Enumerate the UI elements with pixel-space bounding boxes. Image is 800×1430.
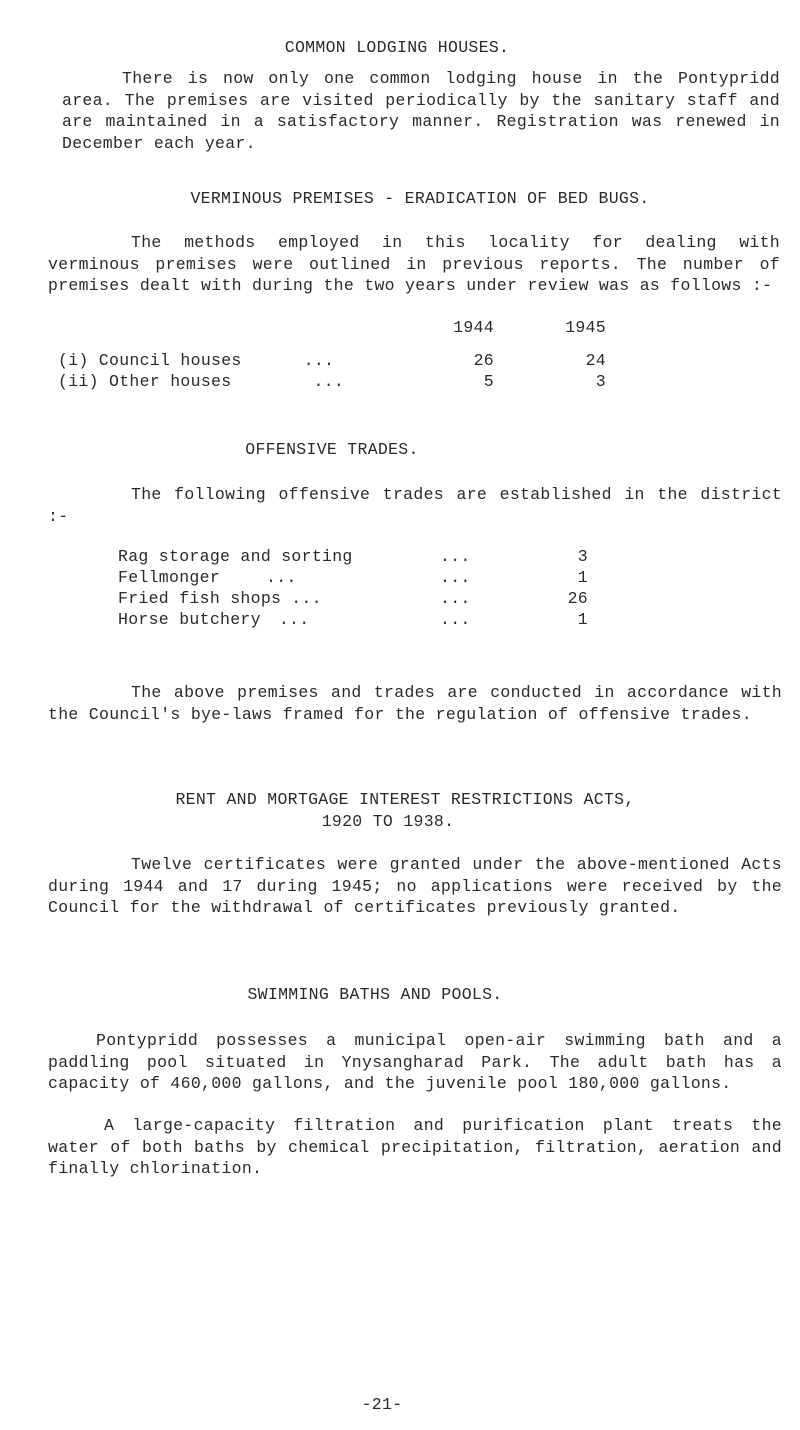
swimming-heading: SWIMMING BATHS AND POOLS. bbox=[247, 985, 503, 1004]
trade-label: Rag storage and sorting bbox=[118, 547, 353, 566]
offensive-trades-table bbox=[118, 546, 588, 630]
page-number: -21- bbox=[361, 1395, 403, 1414]
table-row bbox=[58, 350, 606, 371]
rent-heading-line2: 1920 TO 1938. bbox=[321, 812, 455, 831]
row-value-1945: 3 bbox=[595, 372, 606, 391]
rent-paragraph bbox=[48, 854, 782, 919]
swimming-paragraph-2 bbox=[48, 1115, 782, 1180]
swimming-paragraph-1 bbox=[48, 1030, 782, 1095]
common-lodging-text: There is now only one common lodging house in the Pontypridd area. The premises are visited periodically by the sanitary staff and are maintained in a satisfactory manner. Registration was renewed in December each year. bbox=[62, 69, 780, 153]
row-value-1945: 24 bbox=[585, 351, 606, 370]
table-row bbox=[58, 371, 606, 392]
offensive-heading: OFFENSIVE TRADES. bbox=[245, 440, 419, 459]
trade-dots: ... bbox=[440, 547, 471, 566]
trade-dots: ... bbox=[440, 610, 471, 629]
verminous-heading: VERMINOUS PREMISES - ERADICATION OF BED BUGS. bbox=[190, 189, 650, 208]
common-lodging-paragraph bbox=[62, 68, 780, 154]
trade-label: Fellmonger ... bbox=[118, 568, 297, 587]
offensive-closing-paragraph bbox=[48, 682, 782, 725]
verminous-table-header bbox=[58, 317, 606, 338]
trade-count: 1 bbox=[577, 610, 588, 629]
offensive-intro-paragraph bbox=[48, 484, 782, 527]
verminous-paragraph bbox=[48, 232, 780, 297]
rent-text: Twelve certificates were granted under the above-mentioned Acts during 1944 and 17 during 1945; no applications were received by the Council for the withdrawal of certificates previously granted. bbox=[48, 855, 782, 917]
swimming-text-1: Pontypridd possesses a municipal open-air swimming bath and a paddling pool situated in Ynysangharad Park. The adult bath has a capacity of 460,000 gallons, and the juvenile pool 180,000 gallons. bbox=[48, 1031, 782, 1093]
trade-count: 1 bbox=[577, 568, 588, 587]
trade-count: 26 bbox=[567, 589, 588, 608]
trade-label: Fried fish shops ... bbox=[118, 589, 322, 608]
row-dots: ... bbox=[313, 372, 345, 391]
verminous-table bbox=[58, 317, 606, 392]
swimming-text-2: A large-capacity filtration and purification plant treats the water of both baths by chemical precipitation, filtration, aeration and finally chlorination. bbox=[48, 1116, 782, 1178]
rent-heading-line1: RENT AND MORTGAGE INTEREST RESTRICTIONS ACTS, bbox=[175, 790, 635, 809]
table-row bbox=[118, 588, 588, 609]
verminous-text: The methods employed in this locality for dealing with verminous premises were outlined in previous reports. The number of premises dealt with during the two years under review was as follows :- bbox=[48, 233, 780, 295]
row-label: (ii) Other houses bbox=[58, 372, 232, 391]
row-dots: ... bbox=[303, 351, 335, 370]
trade-dots: ... bbox=[440, 568, 471, 587]
common-lodging-heading: COMMON LODGING HOUSES. bbox=[284, 38, 510, 57]
offensive-closing-text: The above premises and trades are conducted in accordance with the Council's bye-laws framed for the regulation of offensive trades. bbox=[48, 683, 782, 724]
trade-count: 3 bbox=[577, 547, 588, 566]
trade-label: Horse butchery ... bbox=[118, 610, 310, 629]
table-row bbox=[118, 546, 588, 567]
row-value-1944: 5 bbox=[483, 372, 494, 391]
column-1945: 1945 bbox=[565, 318, 606, 337]
offensive-intro-text: The following offensive trades are established in the district :- bbox=[48, 485, 782, 526]
table-row bbox=[118, 567, 588, 588]
table-row bbox=[118, 609, 588, 630]
column-1944: 1944 bbox=[453, 318, 494, 337]
row-label: (i) Council houses bbox=[58, 351, 242, 370]
trade-dots: ... bbox=[440, 589, 471, 608]
row-value-1944: 26 bbox=[473, 351, 494, 370]
